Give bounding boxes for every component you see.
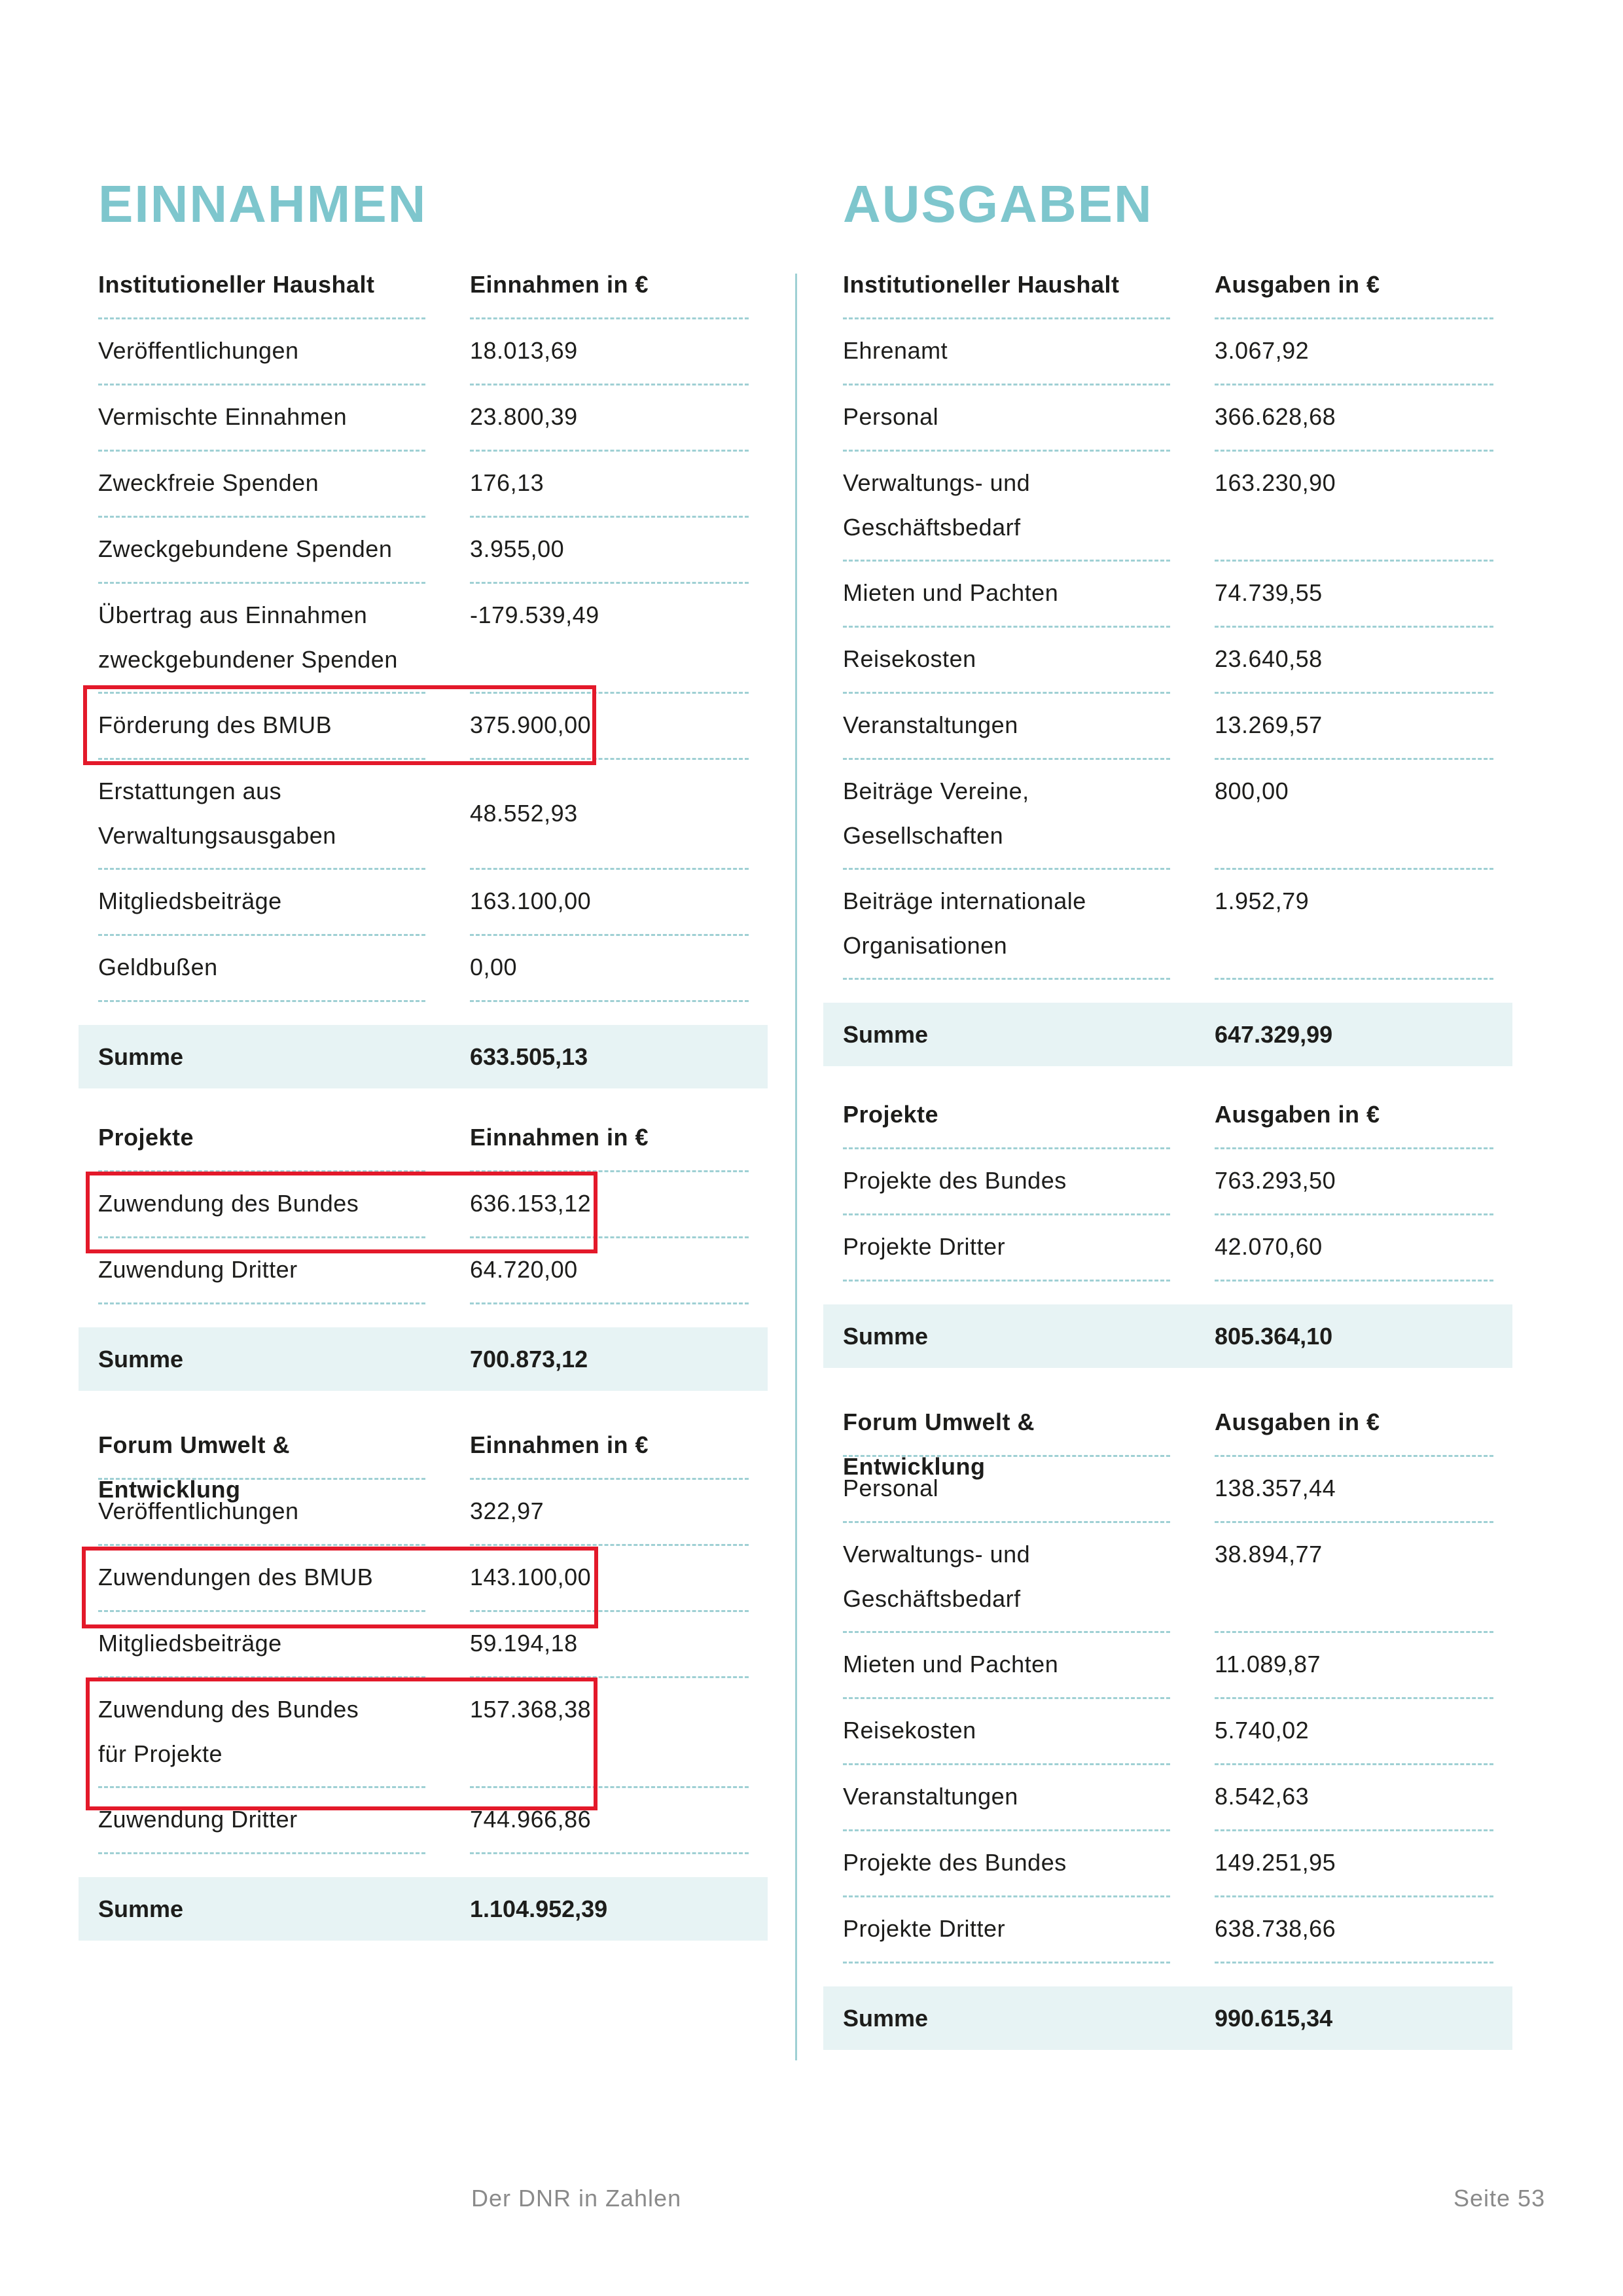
row-label-veranstaltungen: Veranstaltungen xyxy=(843,1765,1170,1831)
einnahmen-title: EINNAHMEN xyxy=(98,175,427,233)
section-header-label: Institutioneller Haushalt xyxy=(843,253,1170,319)
row-value-beiträge-internationale-organisationen: 1.952,79 xyxy=(1215,870,1493,980)
row-value-verwaltungs-und-geschäftsbedarf: 163.230,90 xyxy=(1215,452,1493,562)
row-value-übertrag-aus-einnahmen-zweckgebundener-spenden: -179.539,49 xyxy=(470,584,749,694)
row-value-reisekosten: 23.640,58 xyxy=(1215,628,1493,694)
sum-label: Summe xyxy=(98,1346,184,1372)
page-number: Seite 53 xyxy=(1454,2185,1546,2212)
row-value-zuwendung-dritter: 744.966,86 xyxy=(470,1788,749,1854)
row-label-personal: Personal xyxy=(843,1457,1170,1523)
highlight-box-zuwendung-bundes-projekte xyxy=(86,1677,597,1810)
row-value-mitgliedsbeiträge: 163.100,00 xyxy=(470,870,749,936)
sum-value: 633.505,13 xyxy=(470,1043,588,1070)
sum-value: 700.873,12 xyxy=(470,1346,588,1372)
row-value-zuwendungen-des-bmub: 143.100,00 xyxy=(470,1546,749,1612)
row-label-geldbußen: Geldbußen xyxy=(98,936,425,1002)
section-header-value: Einnahmen in € xyxy=(470,1414,749,1480)
row-value-veröffentlichungen: 18.013,69 xyxy=(470,319,749,386)
row-value-reisekosten: 5.740,02 xyxy=(1215,1699,1493,1765)
row-label-zuwendungen-des-bmub: Zuwendungen des BMUB xyxy=(98,1546,425,1612)
row-value-projekte-dritter: 638.738,66 xyxy=(1215,1897,1493,1964)
row-label-ehrenamt: Ehrenamt xyxy=(843,319,1170,386)
row-value-geldbußen: 0,00 xyxy=(470,936,749,1002)
column-divider xyxy=(795,274,797,2060)
row-value-vermischte-einnahmen: 23.800,39 xyxy=(470,386,749,452)
sum-value: 990.615,34 xyxy=(1215,2005,1333,2032)
row-label-personal: Personal xyxy=(843,386,1170,452)
row-value-mieten-und-pachten: 74.739,55 xyxy=(1215,562,1493,628)
sum-label: Summe xyxy=(98,1043,184,1070)
section-header-value: Ausgaben in € xyxy=(1215,1083,1493,1149)
highlight-box-foerderung-bmub xyxy=(83,685,596,765)
row-label-übertrag-aus-einnahmen-zweckgebundener-spenden: Übertrag aus Einnahmen zweckgebundener Spenden xyxy=(98,584,425,694)
row-value-mieten-und-pachten: 11.089,87 xyxy=(1215,1633,1493,1699)
row-value-zuwendung-des-bundes-für-projekte: 157.368,38 xyxy=(470,1678,749,1788)
footer-title: Der DNR in Zahlen xyxy=(471,2185,682,2212)
section-header-value: Ausgaben in € xyxy=(1215,253,1493,319)
row-value-projekte-des-bundes: 149.251,95 xyxy=(1215,1831,1493,1897)
section-header-label: Projekte xyxy=(843,1083,1170,1149)
row-label-verwaltungs-und-geschäftsbedarf: Verwaltungs- und Geschäftsbedarf xyxy=(843,452,1170,562)
row-label-erstattungen-aus-verwaltungsausgaben: Erstattungen aus Verwaltungsausgaben xyxy=(98,760,425,870)
row-label-zweckfreie-spenden: Zweckfreie Spenden xyxy=(98,452,425,518)
row-value-veranstaltungen: 13.269,57 xyxy=(1215,694,1493,760)
row-value-erstattungen-aus-verwaltungsausgaben: 48.552,93 xyxy=(470,760,749,870)
row-label-mieten-und-pachten: Mieten und Pachten xyxy=(843,562,1170,628)
row-value-projekte-dritter: 42.070,60 xyxy=(1215,1215,1493,1282)
row-label-reisekosten: Reisekosten xyxy=(843,1699,1170,1765)
row-value-beiträge-vereine-gesellschaften: 800,00 xyxy=(1215,760,1493,870)
row-label-förderung-des-bmub: Förderung des BMUB xyxy=(98,694,425,760)
row-label-veröffentlichungen: Veröffentlichungen xyxy=(98,1480,425,1546)
row-label-veröffentlichungen: Veröffentlichungen xyxy=(98,319,425,386)
section-header-label: Institutioneller Haushalt xyxy=(98,253,425,319)
row-value-veranstaltungen: 8.542,63 xyxy=(1215,1765,1493,1831)
section-header-value: Ausgaben in € xyxy=(1215,1391,1493,1457)
row-label-reisekosten: Reisekosten xyxy=(843,628,1170,694)
row-value-mitgliedsbeiträge: 59.194,18 xyxy=(470,1612,749,1678)
row-label-beiträge-internationale-organisationen: Beiträge internationale Organisationen xyxy=(843,870,1170,980)
section-header-label: Projekte xyxy=(98,1106,425,1172)
sum-value: 805.364,10 xyxy=(1215,1323,1333,1350)
row-value-zweckfreie-spenden: 176,13 xyxy=(470,452,749,518)
ausgaben-title: AUSGABEN xyxy=(843,175,1153,233)
section-header-value: Einnahmen in € xyxy=(470,1106,749,1172)
sum-label: Summe xyxy=(98,1895,184,1922)
highlight-box-zuwendungen-bmub xyxy=(82,1547,598,1628)
row-label-projekte-des-bundes: Projekte des Bundes xyxy=(843,1831,1170,1897)
sum-label: Summe xyxy=(843,1021,929,1048)
row-value-verwaltungs-und-geschäftsbedarf: 38.894,77 xyxy=(1215,1523,1493,1633)
row-label-mitgliedsbeiträge: Mitgliedsbeiträge xyxy=(98,870,425,936)
row-label-projekte-des-bundes: Projekte des Bundes xyxy=(843,1149,1170,1215)
section-header-label: Forum Umwelt & Entwicklung xyxy=(843,1391,1170,1457)
row-value-ehrenamt: 3.067,92 xyxy=(1215,319,1493,386)
row-label-zuwendung-des-bundes-für-projekte: Zuwendung des Bundes für Projekte xyxy=(98,1678,425,1788)
row-label-verwaltungs-und-geschäftsbedarf: Verwaltungs- und Geschäftsbedarf xyxy=(843,1523,1170,1633)
row-value-personal: 138.357,44 xyxy=(1215,1457,1493,1523)
sum-label: Summe xyxy=(843,2005,929,2032)
row-label-beiträge-vereine-gesellschaften: Beiträge Vereine, Gesellschaften xyxy=(843,760,1170,870)
row-label-zuwendung-des-bundes: Zuwendung des Bundes xyxy=(98,1172,425,1238)
sum-label: Summe xyxy=(843,1323,929,1350)
sum-value: 1.104.952,39 xyxy=(470,1895,608,1922)
row-label-projekte-dritter: Projekte Dritter xyxy=(843,1215,1170,1282)
row-value-zweckgebundene-spenden: 3.955,00 xyxy=(470,518,749,584)
highlight-box-zuwendung-bundes xyxy=(86,1172,597,1253)
row-label-mieten-und-pachten: Mieten und Pachten xyxy=(843,1633,1170,1699)
section-header-label: Forum Umwelt & Entwicklung xyxy=(98,1414,425,1480)
row-label-zuwendung-dritter: Zuwendung Dritter xyxy=(98,1788,425,1854)
row-value-förderung-des-bmub: 375.900,00 xyxy=(470,694,749,760)
section-header-value: Einnahmen in € xyxy=(470,253,749,319)
row-value-veröffentlichungen: 322,97 xyxy=(470,1480,749,1546)
row-label-vermischte-einnahmen: Vermischte Einnahmen xyxy=(98,386,425,452)
sum-value: 647.329,99 xyxy=(1215,1021,1333,1048)
row-value-projekte-des-bundes: 763.293,50 xyxy=(1215,1149,1493,1215)
row-label-zuwendung-dritter: Zuwendung Dritter xyxy=(98,1238,425,1304)
row-label-zweckgebundene-spenden: Zweckgebundene Spenden xyxy=(98,518,425,584)
row-value-zuwendung-dritter: 64.720,00 xyxy=(470,1238,749,1304)
row-label-projekte-dritter: Projekte Dritter xyxy=(843,1897,1170,1964)
row-value-zuwendung-des-bundes: 636.153,12 xyxy=(470,1172,749,1238)
row-label-veranstaltungen: Veranstaltungen xyxy=(843,694,1170,760)
row-label-mitgliedsbeiträge: Mitgliedsbeiträge xyxy=(98,1612,425,1678)
row-value-personal: 366.628,68 xyxy=(1215,386,1493,452)
